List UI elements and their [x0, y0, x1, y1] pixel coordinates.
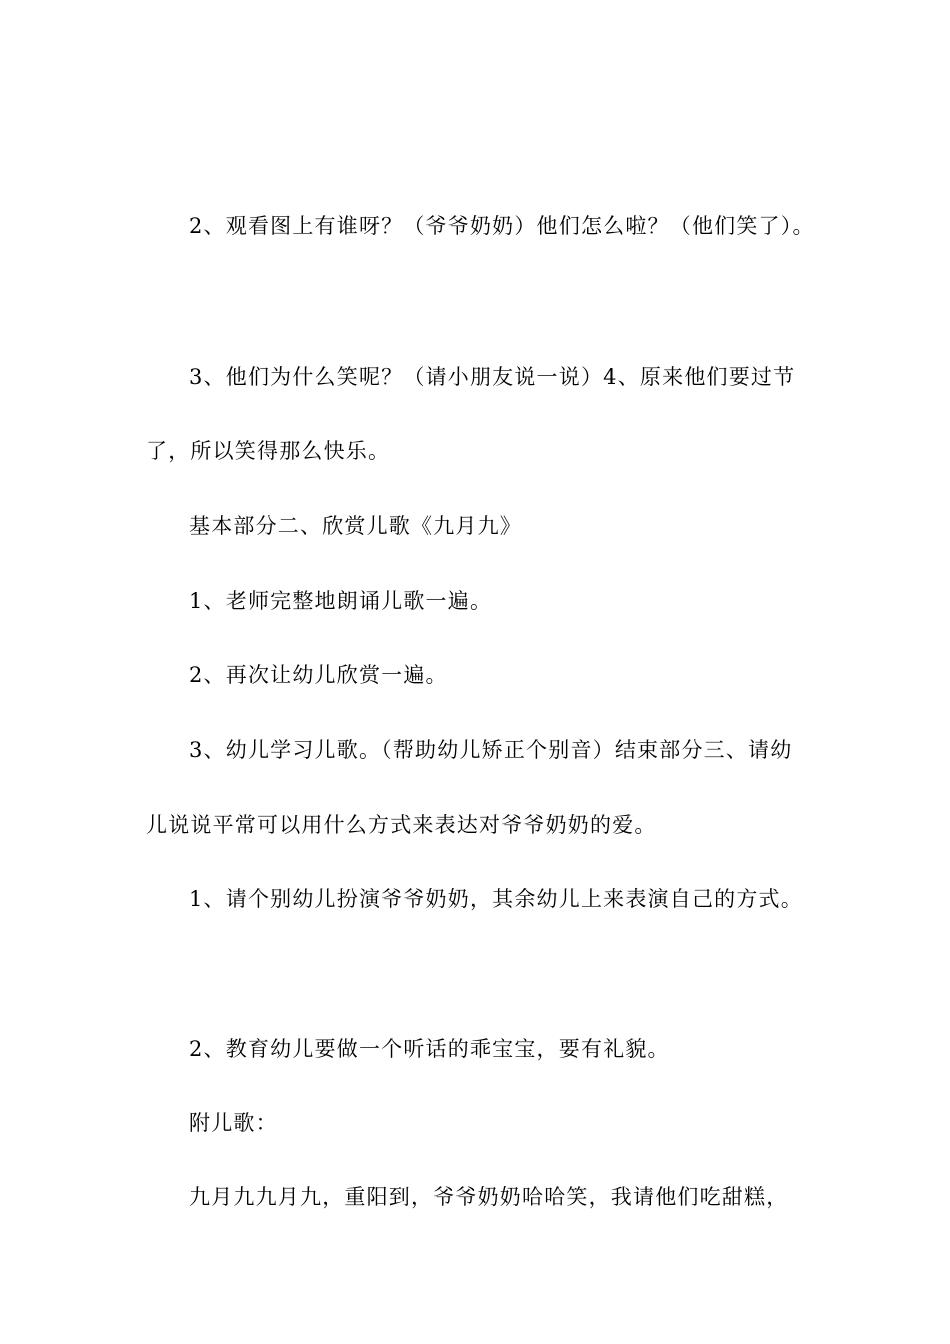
- paragraph-line: 2、教育幼儿要做一个听话的乖宝宝，要有礼貌。: [189, 1037, 670, 1061]
- paragraph-line: 1、请个别幼儿扮演爷爷奶奶，其余幼儿上来表演自己的方式。: [189, 887, 803, 911]
- section-heading: 基本部分二、欣赏儿歌《九月九》: [189, 514, 522, 538]
- paragraph-line: 1、老师完整地朗诵儿歌一遍。: [189, 589, 493, 613]
- paragraph-line: 附儿歌：: [189, 1111, 278, 1135]
- paragraph-line: 2、观看图上有谁呀？（爷爷奶奶）他们怎么啦？（他们笑了）。: [189, 214, 815, 238]
- poem-line: 九月九九月九，重阳到，爷爷奶奶哈哈笑，我请他们吃甜糕，: [189, 1185, 789, 1209]
- paragraph-line: 2、再次让幼儿欣赏一遍。: [189, 663, 448, 687]
- paragraph-line: 3、幼儿学习儿歌。（帮助幼儿矫正个别音）结束部分三、请幼: [189, 738, 793, 762]
- paragraph-line: 3、他们为什么笑呢？（请小朋友说一说）4、原来他们要过节: [189, 365, 796, 389]
- paragraph-line: 了，所以笑得那么快乐。: [146, 439, 391, 463]
- paragraph-line: 儿说说平常可以用什么方式来表达对爷爷奶奶的爱。: [146, 813, 657, 837]
